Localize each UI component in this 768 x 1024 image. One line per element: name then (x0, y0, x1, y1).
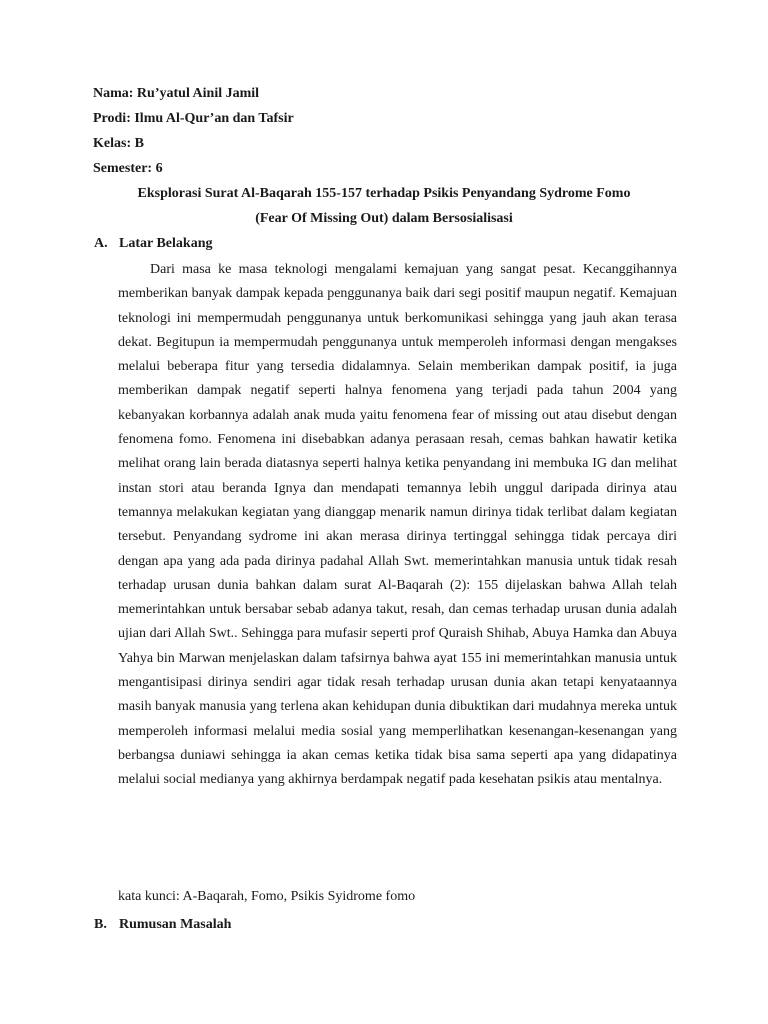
document-title-line-2: (Fear Of Missing Out) dalam Bersosialisasi (255, 211, 513, 226)
keywords-line: kata kunci: A-Baqarah, Fomo, Psikis Syidrome fomo (118, 889, 416, 904)
study-program: Prodi: Ilmu Al-Qur’an dan Tafsir (93, 111, 294, 126)
section-b-heading (94, 917, 231, 933)
section-b-title: Rumusan Masalah (119, 917, 232, 932)
author-name: Nama: Ru’yatul Ainil Jamil (93, 86, 260, 101)
section-a-marker: A. (94, 236, 108, 251)
background-paragraph: Dari masa ke masa teknologi mengalami kemajuan yang sangat pesat. Kecanggihannya memberikan banyak dampak kepada penggunanya baik dari segi positif maupun negatif. Kemajuan teknologi ini mempermudah penggunanya untuk berkomunikasi sehingga yang jauh akan terasa dekat. Begitupun ia mempermudah penggunanya untuk memperoleh informasi dengan mengakses melalui beberapa fitur yang tersedia didalamnya. Selain memberikan dampak positif, ia juga memberikan dampak negatif seperti halnya fenomena yang terjadi pada tahun 2004 yang kebanyakan korbannya adalah anak muda yaitu fenomena fear of missing out atau disebut dengan fenomena fomo. Fenomena ini disebabkan adanya perasaan resah, cemas bahkan hawatir ketika melihat orang lain berada diatasnya seperti halnya ketika penyandang ini membuka IG dan melihat instan stori atau beranda Ignya dan mendapati temannya lebih unggul daripada dirinya atau temannya melakukan kegiatan yang dianggap menarik namun dirinya tidak terlibat dalam kegiatan tersebut. Penyandang sydrome ini akan merasa dirinya tertinggal sehingga tidak percaya diri dengan apa yang ada pada dirinya padahal Allah Swt. memerintahkan manusia untuk tidak resah terhadap urusan dunia bahkan dalam surat Al-Baqarah (2): 155 dijelaskan bahwa Allah telah memerintahkan untuk bersabar sebab adanya takut, resah, dan cemas terhadap urusan dunia adalah ujian dari Allah Swt.. Sehingga para mufasir seperti prof Quraish Shihab, Abuya Hamka dan Abuya Yahya bin Marwan menjelaskan dalam tafsirnya bahwa ayat 155 ini memerintahkan manusia untuk mengantisipasi dirinya sendiri agar tidak resah terhadap urusan dunia akan tetapi kenyataannya masih banyak manusia yang terlena akan kehidupan dunia dibuktikan dari mudahnya mereka untuk memperoleh informasi melalui media sosial yang memperlihatkan kesenangan-kesenangan yang berbangsa duniawi sehingga ia akan cemas ketika tidak bisa sama seperti apa yang didapatinya melalui social medianya yang akhirnya berdampak negatif pada kesehatan psikis atau mentalnya. (118, 262, 677, 788)
semester-label: Semester: 6 (93, 161, 163, 176)
document-title-line-1: Eksplorasi Surat Al-Baqarah 155-157 terhadap Psikis Penyandang Sydrome Fomo (137, 186, 631, 201)
section-a-heading (94, 236, 212, 252)
class-label: Kelas: B (93, 136, 144, 151)
section-a-title: Latar Belakang (119, 236, 213, 251)
section-b-marker: B. (94, 917, 107, 932)
